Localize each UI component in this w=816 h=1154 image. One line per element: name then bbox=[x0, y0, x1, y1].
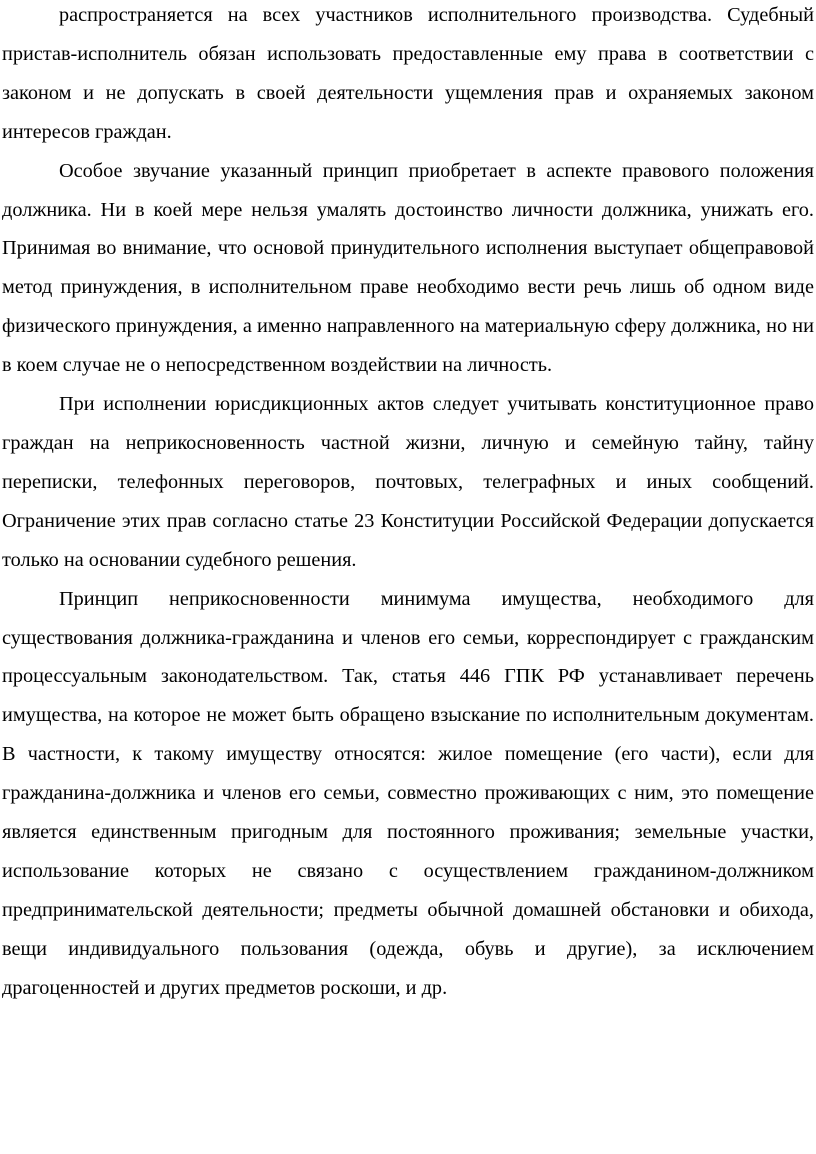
paragraph-continuation: распространяется на всех участников исполнительного производства. Судебный пристав-исполнитель обязан использовать предоставленные ему права в соответствии с законом и не допускать в своей деятельности ущемления прав и охраняемых законом интересов граждан. bbox=[2, 4, 814, 143]
document-page bbox=[2, 0, 814, 1008]
paragraph-privacy-rights: При исполнении юрисдикционных актов следует учитывать конституционное право граждан на неприкосновенность частной жизни, личную и семейную тайну, тайну переписки, телефонных переговоров, почтовых, телеграфных и иных сообщений. Ограничение этих прав согласно статье 23 Конституции Российской Федерации допускается только на основании судебного решения. bbox=[2, 393, 814, 571]
paragraph-minimum-property: Принцип неприкосновенности минимума имущества, необходимого для существования должника-гражданина и членов его семьи, корреспондирует с гражданским процессуальным законодательством. Так, статья 446 ГПК РФ устанавливает перечень имущества, на которое не может быть обращено взыскание по исполнительным документам. В частности, к такому имуществу относятся: жилое помещение (его части), если для гражданина-должника и членов его семьи, совместно проживающих с ним, это помещение является единственным пригодным для постоянного проживания; земельные участки, использование которых не связано с осуществлением гражданином-должником предпринимательской деятельности; предметы обычной домашней обстановки и обихода, вещи индивидуального пользования (одежда, обувь и другие), за исключением драгоценностей и других предметов роскоши, и др. bbox=[2, 587, 814, 999]
paragraph-debtor-position: Особое звучание указанный принцип приобретает в аспекте правового положения должника. Ни в коей мере нельзя умалять достоинство личности должника, унижать его. Принимая во внимание, что основой принудительного исполнения выступает общеправовой метод принуждения, в исполнительном праве необходимо вести речь лишь об одном виде физического принуждения, а именно направленного на материальную сферу должника, но ни в коем случае не о непосредственном воздействии на личность. bbox=[2, 159, 814, 377]
